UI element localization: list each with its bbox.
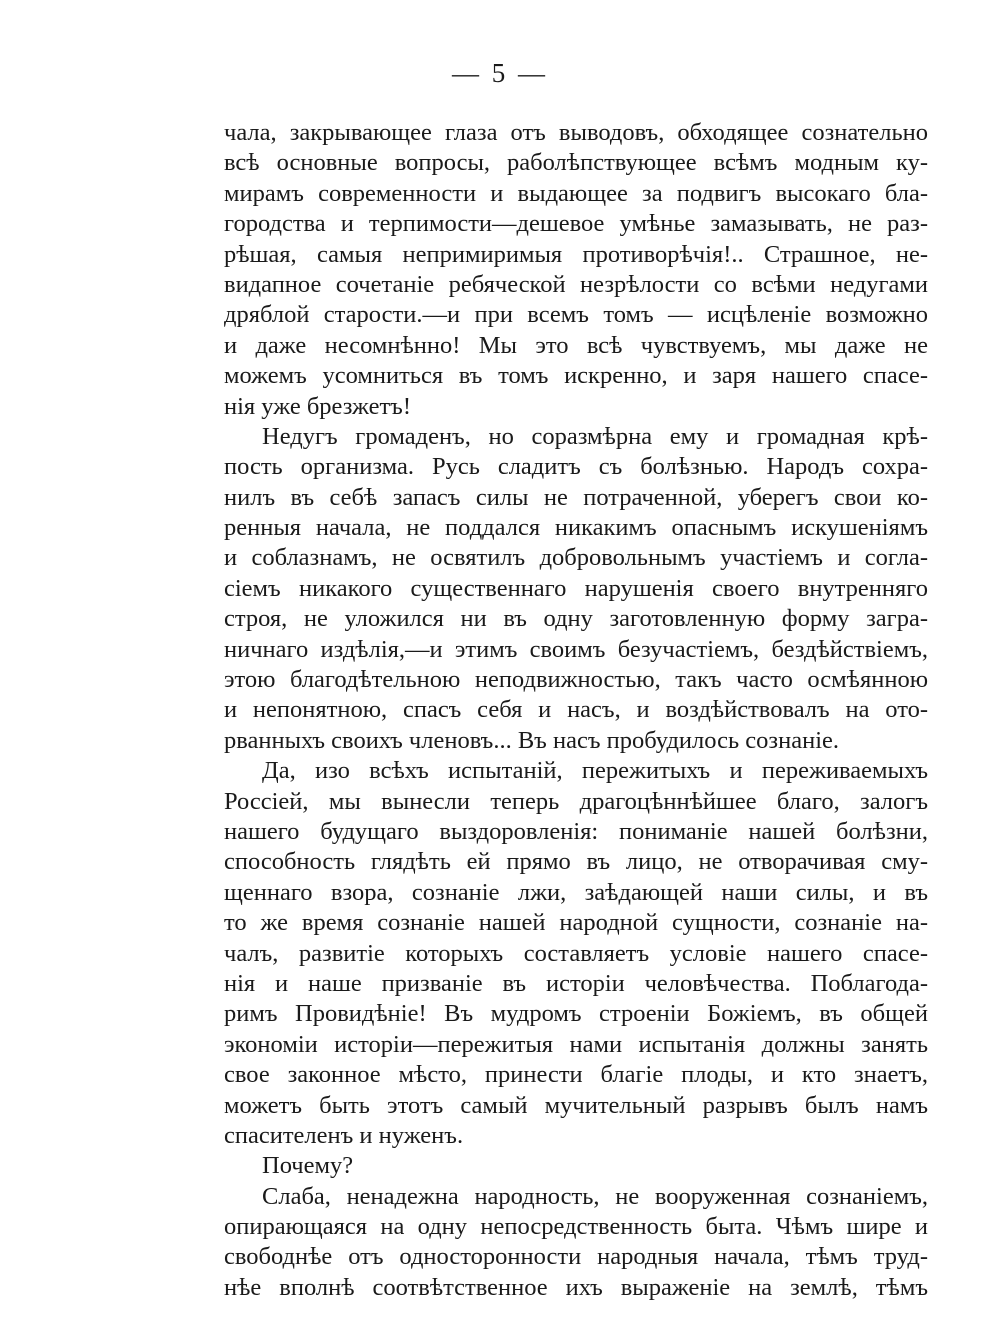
text-line: рѣшая, самыя непримиримыя противорѣчія!.. Страшное, не- xyxy=(224,240,928,268)
text-line: пость организма. Русь сладитъ съ болѣзнью. Народъ сохра- xyxy=(224,453,928,481)
text-line: свое законное мѣсто, принести благіе плоды, и кто знаетъ, xyxy=(224,1061,928,1089)
text-line: щеннаго взора, сознаніе лжи, заѣдающей наши силы, и въ xyxy=(224,878,928,906)
text-line: чала, закрывающее глаза отъ выводовъ, обходящее сознательно xyxy=(224,119,928,146)
paragraph-1 xyxy=(224,118,928,422)
text-line: строя, не уложился ни въ одну заготовленную форму загра- xyxy=(224,605,928,633)
text-line: свободнѣе отъ односторонности народныя начала, тѣмъ труд- xyxy=(224,1243,928,1271)
text-line: Недугъ громаденъ, но соразмѣрна ему и громадная крѣ- xyxy=(262,422,928,450)
page-number: — 5 — xyxy=(452,58,548,88)
text-line: и соблазнамъ, не освятилъ добровольнымъ участіемъ и согла- xyxy=(224,544,928,572)
text-line: ничнаго издѣлія,—и этимъ своимъ безучастіемъ, бездѣйствіемъ, xyxy=(224,635,928,663)
text-line: и даже несомнѣнно! Мы это всѣ чувствуемъ, мы даже не xyxy=(224,331,928,359)
text-line: римъ Провидѣніе! Въ мудромъ строеніи Божіемъ, въ общей xyxy=(224,1000,928,1028)
text-line: этою благодѣтельною неподвижностью, такъ часто осмѣянною xyxy=(224,666,928,694)
text-line: то же время сознаніе нашей народной сущности, сознаніе на- xyxy=(224,909,928,937)
text-line: Да, изо всѣхъ испытаній, пережитыхъ и переживаемыхъ xyxy=(262,757,928,785)
paragraph-5 xyxy=(224,1182,928,1304)
text-line: рванныхъ своихъ членовъ... Въ насъ пробудилось сознаніе. xyxy=(224,726,840,754)
text-line: Россіей, мы вынесли теперь драгоцѣннѣйшее благо, залогъ xyxy=(224,787,928,815)
text-line: нашего будущаго выздоровленія: пониманіе нашей болѣзни, xyxy=(224,817,928,845)
text-line: нія и наше призваніе въ исторіи человѣчества. Поблагода- xyxy=(224,969,928,997)
paragraph-2 xyxy=(224,422,928,756)
text-line: Слаба, ненадежна народность, не вооруженная сознаніемъ, xyxy=(262,1182,928,1210)
text-line: сіемъ никакого существеннаго нарушенія своего внутренняго xyxy=(224,574,928,602)
text-line: мирамъ современности и выдающее за подвигъ высокаго бла- xyxy=(224,179,928,207)
text-line: нія уже брезжетъ! xyxy=(224,392,411,420)
text-line: опирающаяся на одну непосредственность быта. Чѣмъ шире и xyxy=(224,1213,928,1241)
text-line: видапное сочетаніе ребяческой незрѣлости со всѣми недугами xyxy=(224,270,928,298)
text-line: всѣ основные вопросы, раболѣпствующее всѣмъ модным ку- xyxy=(224,149,928,177)
text-line: ренныя начала, не поддался никакимъ опаснымъ искушеніямъ xyxy=(224,514,928,542)
text-line: нѣе вполнѣ соотвѣтственное ихъ выраженіе на землѣ, тѣмъ xyxy=(224,1273,928,1301)
paragraph-4 xyxy=(224,1151,928,1181)
text-line: можемъ усомниться въ томъ искренно, и заря нашего спасе- xyxy=(224,362,928,390)
paragraph-3 xyxy=(224,756,928,1151)
text-line: нилъ въ себѣ запасъ силы не потраченной, уберегъ свои ко- xyxy=(224,483,928,511)
text-line: способность глядѣть ей прямо въ лицо, не отворачивая сму- xyxy=(224,848,928,876)
text-line: и непонятною, спасъ себя и насъ, и воздѣйствовалъ на ото- xyxy=(224,696,928,724)
text-line: городства и терпимости—дешевое умѣнье замазывать, не раз- xyxy=(224,210,928,238)
body-text xyxy=(224,118,928,1303)
text-line: можетъ быть этотъ самый мучительный разрывъ былъ намъ xyxy=(224,1091,928,1119)
text-line: Почему? xyxy=(262,1152,354,1180)
text-line: спасителенъ и нуженъ. xyxy=(224,1121,464,1149)
text-line: чалъ, развитіе которыхъ составляетъ условіе нашего спасе- xyxy=(224,939,928,967)
text-line: дряблой старости.—и при всемъ томъ — исцѣленіе возможно xyxy=(224,301,928,329)
text-line: экономіи исторіи—пережитыя нами испытанія должны занять xyxy=(224,1030,928,1058)
